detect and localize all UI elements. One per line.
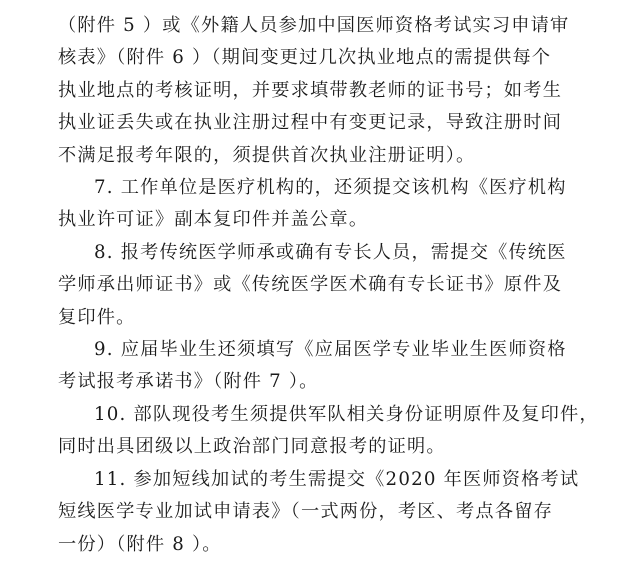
text-line: 一份）（附件 8 ）。 [58, 533, 222, 555]
text-line: 执业许可证》副本复印件并盖公章。 [58, 209, 369, 231]
text-line: 同时出具团级以上政治部门同意报考的证明。 [58, 436, 446, 458]
paragraph-10 [58, 399, 599, 464]
text-line: 执业地点的考核证明，并要求填带教老师的证书号；如考生 [58, 79, 563, 101]
text-line: 10. 部队现役考生须提供军队相关身份证明原件及复印件， [94, 403, 599, 425]
text-line: 短线医学专业加试申请表》（一式两份，考区、考点各留存 [58, 501, 553, 523]
text-line: 复印件。 [58, 306, 136, 328]
text-line: 不满足报考年限的，须提供首次执业注册证明）。 [58, 144, 476, 166]
paragraph-8 [58, 237, 567, 334]
text-line: 学师承出师证书》或《传统医学医术确有专长证书》原件及 [58, 274, 563, 296]
paragraph-11 [58, 464, 580, 561]
text-line: 核表》（附件 6 ）（期间变更过几次执业地点的需提供每个 [58, 47, 552, 69]
paragraph-7 [58, 172, 567, 237]
text-line: 考试报考承诺书》（附件 7 ）。 [58, 371, 319, 393]
text-line: 9. 应届毕业生还须填写《应届医学专业毕业生医师资格 [94, 339, 567, 361]
document-body [58, 10, 599, 561]
paragraph-9 [58, 334, 567, 399]
text-line: 8. 报考传统医学师承或确有专长人员，需提交《传统医 [94, 241, 567, 263]
paragraph-6-continuation [58, 10, 570, 172]
text-line: （附件 5 ）或《外籍人员参加中国医师资格考试实习申请审 [58, 15, 570, 36]
text-line: 执业证丢失或在执业注册过程中有变更记录，导致注册时间 [58, 112, 563, 134]
text-line: 11. 参加短线加试的考生需提交《2020 年医师资格考试 [94, 468, 580, 490]
text-line: 7. 工作单位是医疗机构的，还须提交该机构《医疗机构 [94, 177, 567, 199]
